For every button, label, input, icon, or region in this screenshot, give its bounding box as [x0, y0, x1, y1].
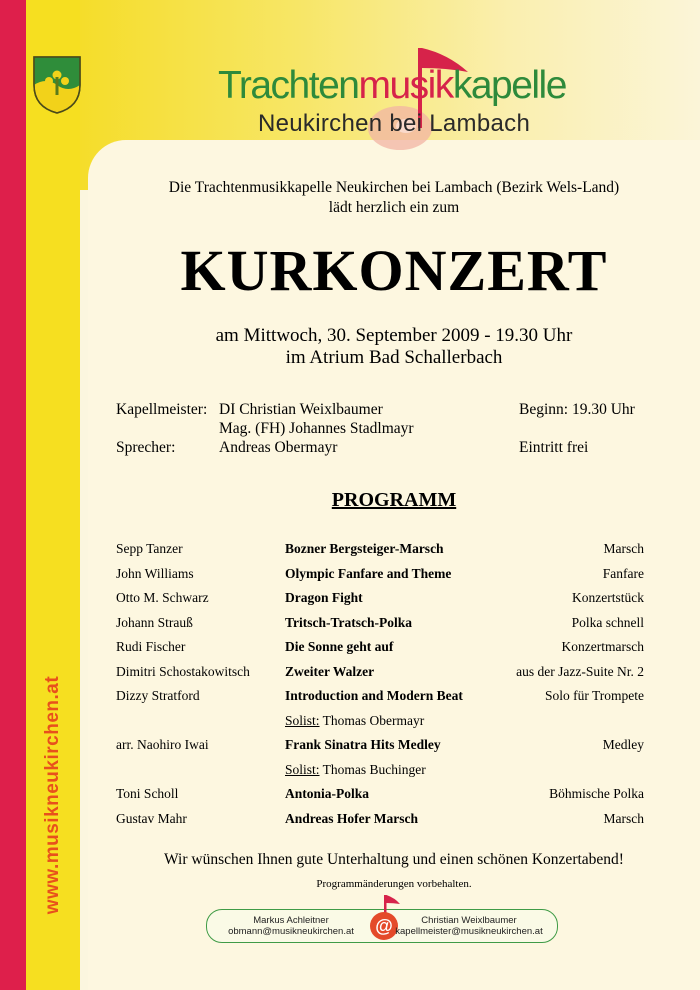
intro-line-1: Die Trachtenmusikkapelle Neukirchen bei Lambach (Bezirk Wels-Land) — [168, 179, 620, 196]
contact-right-name: Christian Weixlbaumer — [421, 915, 517, 926]
genre: Medley — [602, 737, 644, 752]
composer: John Williams — [116, 565, 194, 581]
genre: Konzertstück — [572, 590, 644, 605]
program-list — [116, 541, 646, 835]
soloist — [285, 762, 426, 778]
composer: arr. Naohiro Iwai — [116, 737, 209, 752]
piece-title: Andreas Hofer Marsch — [285, 810, 418, 826]
contact-left-email[interactable]: obmann@musikneukirchen.at — [228, 926, 354, 937]
date-line: am Mittwoch, 30. September 2009 - 19.30 Uhr — [215, 325, 573, 346]
sprecher-label: Sprecher: — [116, 439, 176, 456]
location-line: im Atrium Bad Schallerbach — [285, 347, 503, 368]
piece-title: Olympic Fanfare and Theme — [285, 565, 452, 581]
soloist-name: Thomas Buchinger — [322, 761, 426, 777]
band-logo — [214, 42, 566, 152]
soloist-name: Thomas Obermayr — [322, 712, 425, 728]
concert-info — [116, 400, 646, 457]
genre: Fanfare — [602, 565, 644, 581]
program-row — [116, 615, 646, 640]
composer: Johann Strauß — [116, 614, 193, 630]
piece-title: Die Sonne geht auf — [285, 639, 394, 654]
genre: Solo für Trompete — [544, 688, 644, 703]
composer: Rudi Fischer — [116, 639, 186, 654]
program-row — [116, 664, 646, 689]
program-row — [116, 566, 646, 591]
genre: Polka schnell — [571, 614, 644, 630]
piece-title: Antonia-Polka — [285, 786, 370, 801]
piece-title: Tritsch-Tratsch-Polka — [285, 614, 412, 630]
coat-of-arms-icon — [32, 55, 82, 115]
intro-text — [88, 178, 700, 218]
composer: Sepp Tanzer — [116, 541, 183, 556]
contact-left-name: Markus Achleitner — [253, 915, 329, 926]
program-heading: PROGRAMM — [331, 489, 457, 511]
soloist — [285, 713, 424, 729]
kapellmeister-name-2: Mag. (FH) Johannes Stadlmayr — [219, 420, 414, 437]
intro-line-2: lädt herzlich ein zum — [328, 199, 460, 216]
logo-title: Trachtenmusikkapelle — [218, 64, 566, 107]
genre: Marsch — [603, 810, 644, 826]
composer: Toni Scholl — [116, 786, 179, 801]
program-row — [116, 541, 646, 566]
closing-text: Wir wünschen Ihnen gute Unterhaltung und einen schönen Konzertabend! — [164, 851, 624, 868]
program-row — [116, 688, 646, 713]
kapellmeister-name-1: DI Christian Weixlbaumer — [219, 401, 383, 418]
program-row — [116, 786, 646, 811]
contact-left — [216, 915, 366, 937]
soloist-label: Solist: — [285, 712, 320, 728]
program-row — [116, 737, 646, 762]
left-red-stripe — [0, 0, 26, 990]
disclaimer-text: Programmänderungen vorbehalten. — [316, 878, 472, 890]
start-time: Beginn: 19.30 Uhr — [519, 401, 635, 418]
svg-text:@: @ — [375, 916, 393, 936]
program-row — [116, 639, 646, 664]
program-row — [116, 590, 646, 615]
soloist-label: Solist: — [285, 761, 320, 777]
sprecher-name: Andreas Obermayr — [219, 439, 338, 456]
kapellmeister-label: Kapellmeister: — [116, 401, 208, 418]
soloist-row — [116, 713, 646, 738]
composer: Otto M. Schwarz — [116, 590, 209, 605]
composer: Gustav Mahr — [116, 810, 187, 826]
website-url[interactable]: www.musikneukirchen.at — [42, 675, 63, 915]
concert-title: KURKONZERT — [180, 238, 608, 303]
piece-title: Dragon Fight — [285, 590, 363, 605]
logo-subtitle: Neukirchen bei Lambach — [258, 110, 531, 137]
genre: Konzertmarsch — [561, 639, 644, 654]
genre: Böhmische Polka — [549, 786, 644, 801]
date-location — [88, 325, 700, 369]
genre: Marsch — [603, 541, 644, 556]
piece-title: Introduction and Modern Beat — [285, 688, 463, 703]
contact-right-email[interactable]: kapellmeister@musikneukirchen.at — [395, 926, 543, 937]
composer: Dimitri Schostakowitsch — [116, 663, 250, 679]
piece-title: Zweiter Walzer — [285, 663, 375, 679]
composer: Dizzy Stratford — [116, 688, 200, 703]
admission-info: Eintritt frei — [519, 439, 589, 456]
piece-title: Bozner Bergsteiger-Marsch — [285, 541, 444, 556]
contact-box — [206, 909, 558, 943]
soloist-row — [116, 762, 646, 787]
piece-title: Frank Sinatra Hits Medley — [285, 737, 441, 752]
genre: aus der Jazz-Suite Nr. 2 — [516, 663, 644, 679]
contact-right — [388, 915, 550, 937]
program-row — [116, 811, 646, 836]
